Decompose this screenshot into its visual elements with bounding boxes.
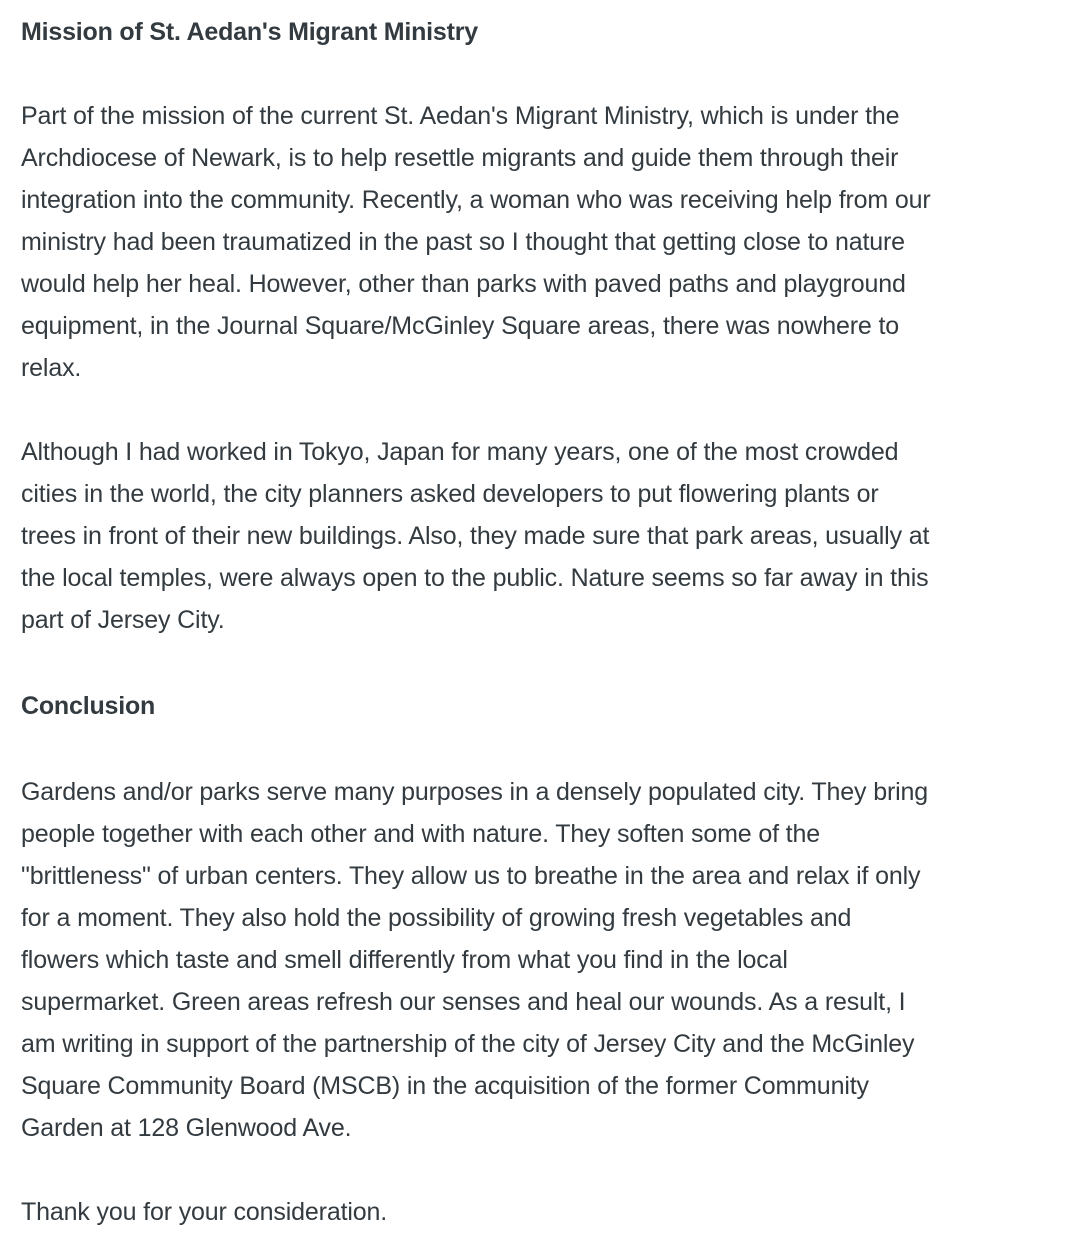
section-heading-conclusion: Conclusion: [21, 692, 156, 720]
paragraph-line: cities in the world, the city planners asked developers to put flowering plants or: [21, 480, 879, 508]
paragraph-tokyo: [21, 431, 929, 641]
paragraph-line: integration into the community. Recently, a woman who was receiving help from our: [21, 186, 931, 214]
paragraph-line: Square Community Board (MSCB) in the acquisition of the former Community: [21, 1072, 869, 1100]
paragraph-line: part of Jersey City.: [21, 606, 225, 634]
paragraph-line: Part of the mission of the current St. Aedan's Migrant Ministry, which is under the: [21, 102, 900, 130]
paragraph-line: flowers which taste and smell differently from what you find in the local: [21, 946, 788, 974]
paragraph-line: am writing in support of the partnership of the city of Jersey City and the McGinley: [21, 1030, 915, 1058]
paragraph-mission: [21, 95, 931, 389]
paragraph-line: people together with each other and with nature. They soften some of the: [21, 820, 820, 848]
paragraph-line: "brittleness" of urban centers. They allow us to breathe in the area and relax if only: [21, 862, 921, 890]
paragraph-line: would help her heal. However, other than parks with paved paths and playground: [21, 270, 906, 298]
section-heading-mission: Mission of St. Aedan's Migrant Ministry: [21, 18, 478, 46]
paragraph-line: ministry had been traumatized in the past so I thought that getting close to nature: [21, 228, 905, 256]
paragraph-line: Garden at 128 Glenwood Ave.: [21, 1114, 352, 1142]
closing-line: Thank you for your consideration.: [21, 1198, 388, 1226]
paragraph-line: equipment, in the Journal Square/McGinley Square areas, there was nowhere to: [21, 312, 899, 340]
paragraph-line: the local temples, were always open to the public. Nature seems so far away in this: [21, 564, 929, 592]
paragraph-line: relax.: [21, 354, 82, 382]
paragraph-line: supermarket. Green areas refresh our senses and heal our wounds. As a result, I: [21, 988, 906, 1016]
paragraph-line: trees in front of their new buildings. Also, they made sure that park areas, usually at: [21, 522, 930, 550]
paragraph-line: for a moment. They also hold the possibility of growing fresh vegetables and: [21, 904, 852, 932]
paragraph-conclusion: [21, 771, 928, 1149]
paragraph-line: Archdiocese of Newark, is to help resettle migrants and guide them through their: [21, 144, 899, 172]
paragraph-line: Gardens and/or parks serve many purposes in a densely populated city. They bring: [21, 778, 929, 806]
paragraph-line: Although I had worked in Tokyo, Japan for many years, one of the most crowded: [21, 438, 899, 466]
